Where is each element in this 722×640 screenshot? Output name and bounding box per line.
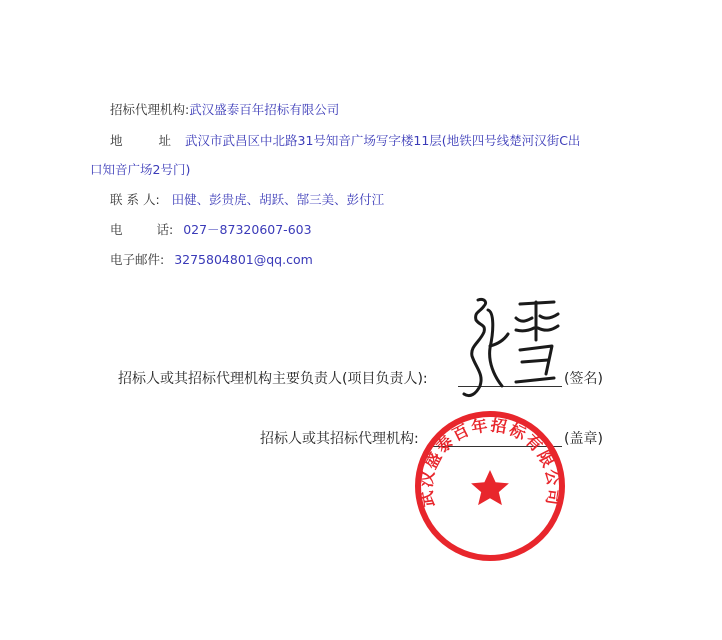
phone-row [110, 222, 312, 238]
address-label-first: 地 [110, 133, 123, 148]
phone-label-first: 电 [110, 222, 123, 237]
address-row [110, 133, 580, 149]
phone-label-second: 话: [156, 222, 174, 237]
contacts-value: 田健、彭贵虎、胡跃、郜三美、彭付江 [171, 192, 385, 207]
handwritten-signature [450, 290, 570, 410]
address-value-line2: 口知音广场2号门) [90, 162, 191, 177]
responsible-person-label: 招标人或其招标代理机构主要负责人(项目负责人): [118, 371, 428, 387]
agency-value: 武汉盛泰百年招标有限公司 [189, 102, 340, 117]
contacts-row [110, 192, 384, 208]
agency-seal-label: 招标人或其招标代理机构: [260, 431, 419, 447]
phone-value: 027－87320607-603 [183, 222, 312, 237]
email-label: 电子邮件: [110, 252, 165, 267]
email-value: 3275804801@qq.com [174, 252, 313, 267]
agency-label: 招标代理机构: [110, 102, 190, 117]
address-row-continued [90, 162, 190, 178]
email-row [110, 252, 313, 268]
company-seal [412, 408, 568, 564]
sign-note: (签名) [564, 371, 603, 387]
agency-row [110, 102, 339, 118]
contacts-label: 联 系 人: [110, 192, 160, 207]
address-value-line1: 武汉市武昌区中北路31号知音广场写字楼11层(地铁四号线楚河汉街C出 [185, 133, 581, 148]
address-label-second: 址 [158, 133, 172, 148]
seal-note: (盖章) [564, 431, 603, 447]
seal-text: 武汉盛泰百年招标有限公司 [416, 415, 564, 509]
